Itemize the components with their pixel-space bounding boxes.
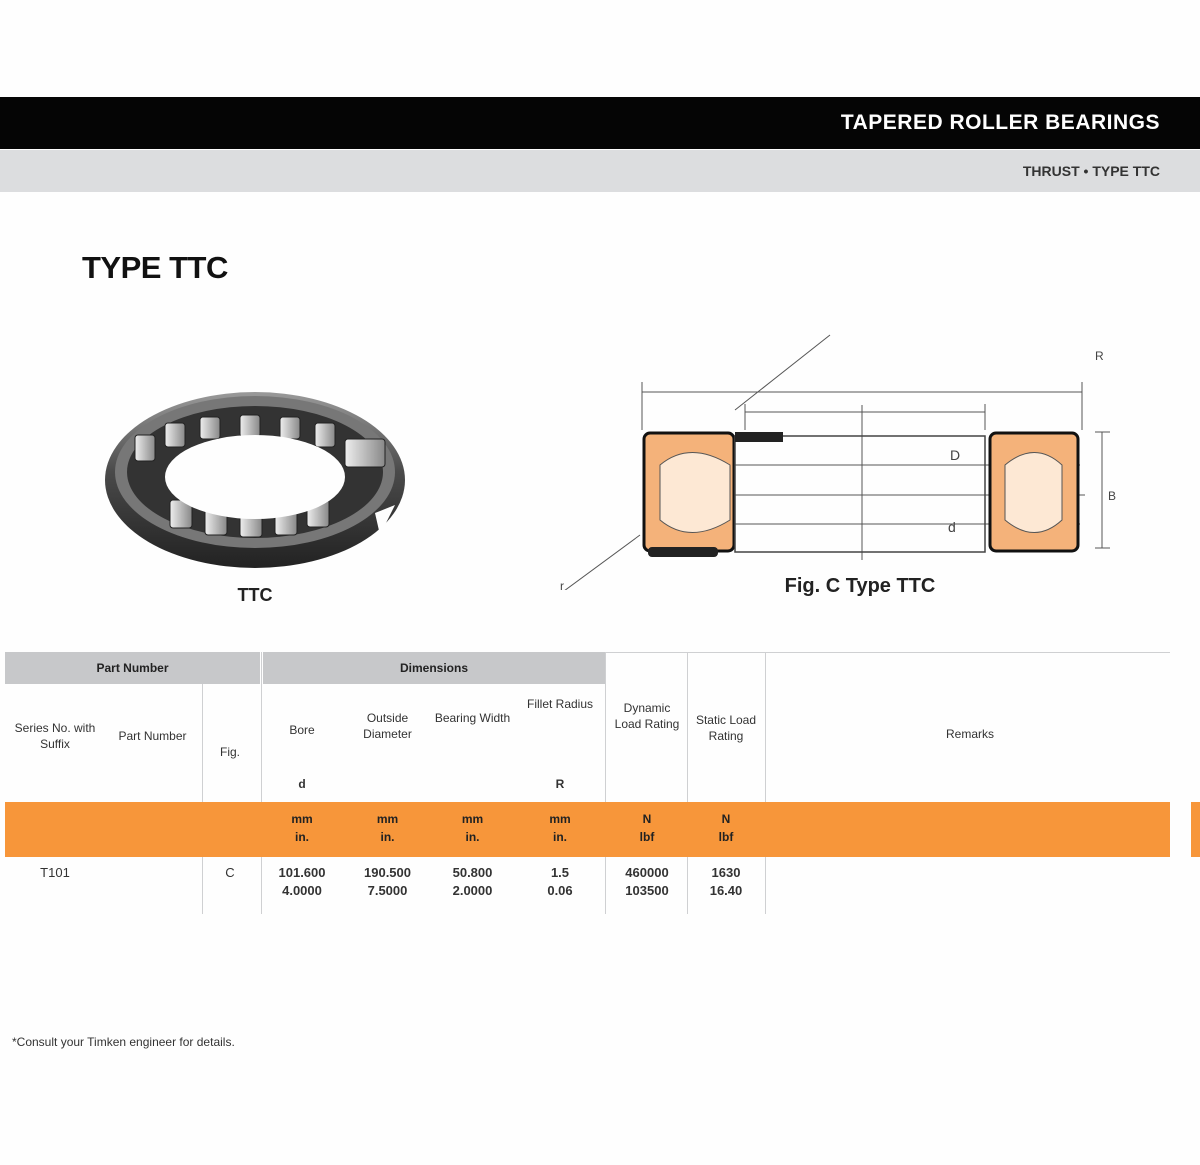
units-dynamic: N lbf <box>639 812 655 844</box>
group-header-dimensions: Dimensions <box>263 652 605 684</box>
col-header-bearing-width: Bearing Width <box>434 711 511 725</box>
header-title: TAPERED ROLLER BEARINGS <box>840 111 1160 134</box>
drawing-label-r: R <box>1095 349 1104 363</box>
cell-static: 1630 16.40 <box>709 865 743 898</box>
cell-bore: 101.600 4.0000 <box>278 865 326 898</box>
col-header-bore: Bore <box>289 723 315 737</box>
col-header-remarks: Remarks <box>945 727 994 741</box>
subheader-bar <box>0 150 1200 192</box>
units-static: N lbf <box>718 812 734 844</box>
spec-table <box>5 652 1200 917</box>
cell-series: T101 <box>40 865 70 880</box>
cell-radius: 1.5 0.06 <box>547 865 573 898</box>
col-divider <box>202 684 203 914</box>
cell-dynamic: 460000 103500 <box>625 865 669 898</box>
cell-fig: C <box>225 865 235 880</box>
group-header-part-number: Part Number <box>5 652 260 684</box>
col-sub-radius: R <box>555 777 565 791</box>
cell-width: 50.800 2.0000 <box>452 865 493 898</box>
col-divider <box>765 652 766 914</box>
col-sub-bore: d <box>298 777 306 791</box>
col-header-fig: Fig. <box>219 745 240 759</box>
col-header-series: Series No. with Suffix <box>14 721 96 751</box>
footnote: *Consult your Timken engineer for details. <box>12 1035 235 1049</box>
drawing-label-d-lower: d <box>948 519 956 535</box>
cross-section-drawing <box>530 320 1130 595</box>
col-header-outside-diameter: Outside Diameter <box>363 711 412 741</box>
col-divider <box>261 652 262 914</box>
photo-caption: TTC <box>237 585 273 605</box>
header-top-rule <box>605 652 1170 653</box>
bearing-photo <box>95 375 415 580</box>
page-title: TYPE TTC <box>82 250 228 285</box>
header-subtitle: THRUST • TYPE TTC <box>1022 163 1160 179</box>
units-radius: mm in. <box>549 812 571 844</box>
col-header-part-number: Part Number <box>118 729 187 743</box>
col-divider <box>605 652 606 914</box>
units-bore: mm in. <box>291 812 313 844</box>
drawing-caption: Fig. C Type TTC <box>784 575 936 597</box>
header-bar <box>0 97 1200 149</box>
units-width: mm in. <box>461 812 484 844</box>
col-divider <box>687 652 688 914</box>
col-header-static-load: Static Load Rating <box>695 713 757 743</box>
units-od: mm in. <box>376 812 399 844</box>
units-band-edge <box>1191 802 1200 857</box>
col-header-fillet-radius: Fillet Radius <box>526 697 594 711</box>
drawing-label-d: D <box>950 447 961 463</box>
drawing-label-b: B <box>1108 489 1117 503</box>
col-header-dynamic-load: Dynamic Load Rating <box>614 701 680 731</box>
cell-od: 190.500 7.5000 <box>364 865 411 898</box>
drawing-label-r-small: r <box>560 579 564 590</box>
